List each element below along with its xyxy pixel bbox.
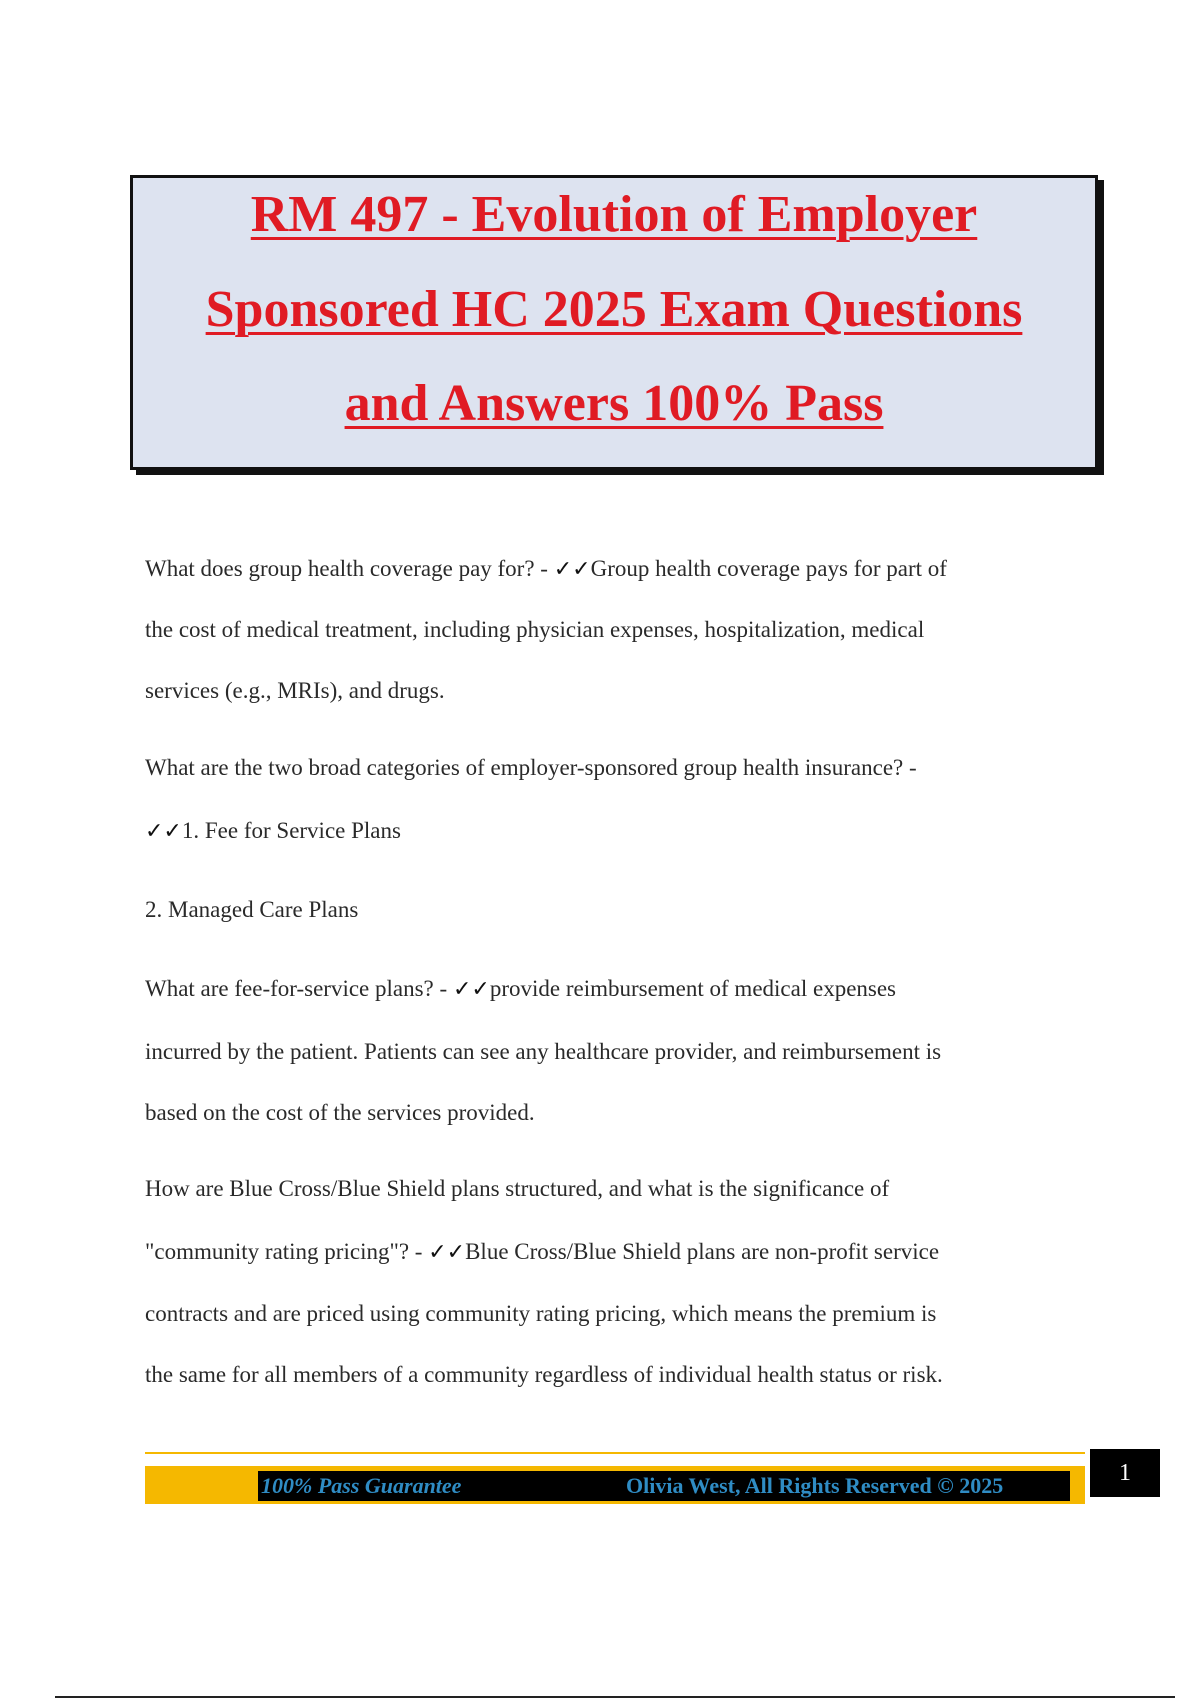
question-text: What does group health coverage pay for? - — [145, 556, 554, 581]
check-icon: ✓✓ — [145, 819, 182, 844]
page-title-line-2: Sponsored HC 2025 Exam Questions — [205, 281, 1023, 338]
footer-guarantee-text: 100% Pass Guarantee — [261, 1473, 462, 1498]
qa-3-line-2: incurred by the patient. Patients can see any healthcare provider, and reimbursement is — [145, 1039, 942, 1064]
footer-divider — [145, 1452, 1085, 1454]
check-icon: ✓✓ — [553, 557, 591, 582]
check-icon: ✓✓ — [428, 1240, 466, 1265]
qa-4-line-3: contracts and are priced using community rating pricing, which means the premium is — [145, 1301, 937, 1326]
qa-1-line-1 — [145, 556, 1095, 582]
question-text: "community rating pricing"? - — [145, 1239, 429, 1264]
answer-text: 1. Fee for Service Plans — [181, 818, 401, 843]
qa-2-line-1: What are the two broad categories of employer-sponsored group health insurance? - — [145, 755, 917, 780]
qa-1-line-3: services (e.g., MRIs), and drugs. — [145, 678, 445, 703]
qa-4-line-4: the same for all members of a community regardless of individual health status or risk. — [145, 1362, 943, 1387]
page-bottom-divider — [55, 1696, 1175, 1698]
answer-text: provide reimbursement of medical expenses — [489, 976, 897, 1001]
qa-3-line-3: based on the cost of the services provided. — [145, 1100, 535, 1125]
qa-4-line-2 — [145, 1239, 1095, 1265]
page-number: 1 — [1090, 1449, 1160, 1497]
page-title-line-3: and Answers 100% Pass — [344, 375, 884, 432]
qa-4-line-1: How are Blue Cross/Blue Shield plans structured, and what is the significance of — [145, 1176, 890, 1201]
qa-2-line-2 — [145, 818, 1095, 844]
page-title-line-1: RM 497 - Evolution of Employer — [250, 186, 978, 243]
qa-2-line-3: 2. Managed Care Plans — [145, 897, 359, 922]
answer-text: Group health coverage pays for part of — [590, 556, 947, 581]
title-box — [130, 175, 1098, 470]
check-icon: ✓✓ — [452, 977, 490, 1002]
footer-copyright-text: Olivia West, All Rights Reserved © 2025 — [626, 1473, 1004, 1498]
qa-1-line-2: the cost of medical treatment, including physician expenses, hospitalization, medical — [145, 617, 925, 642]
qa-3-line-1 — [145, 976, 1095, 1002]
answer-text: Blue Cross/Blue Shield plans are non-profit service — [465, 1239, 940, 1264]
question-text: What are fee-for-service plans? - — [145, 976, 453, 1001]
